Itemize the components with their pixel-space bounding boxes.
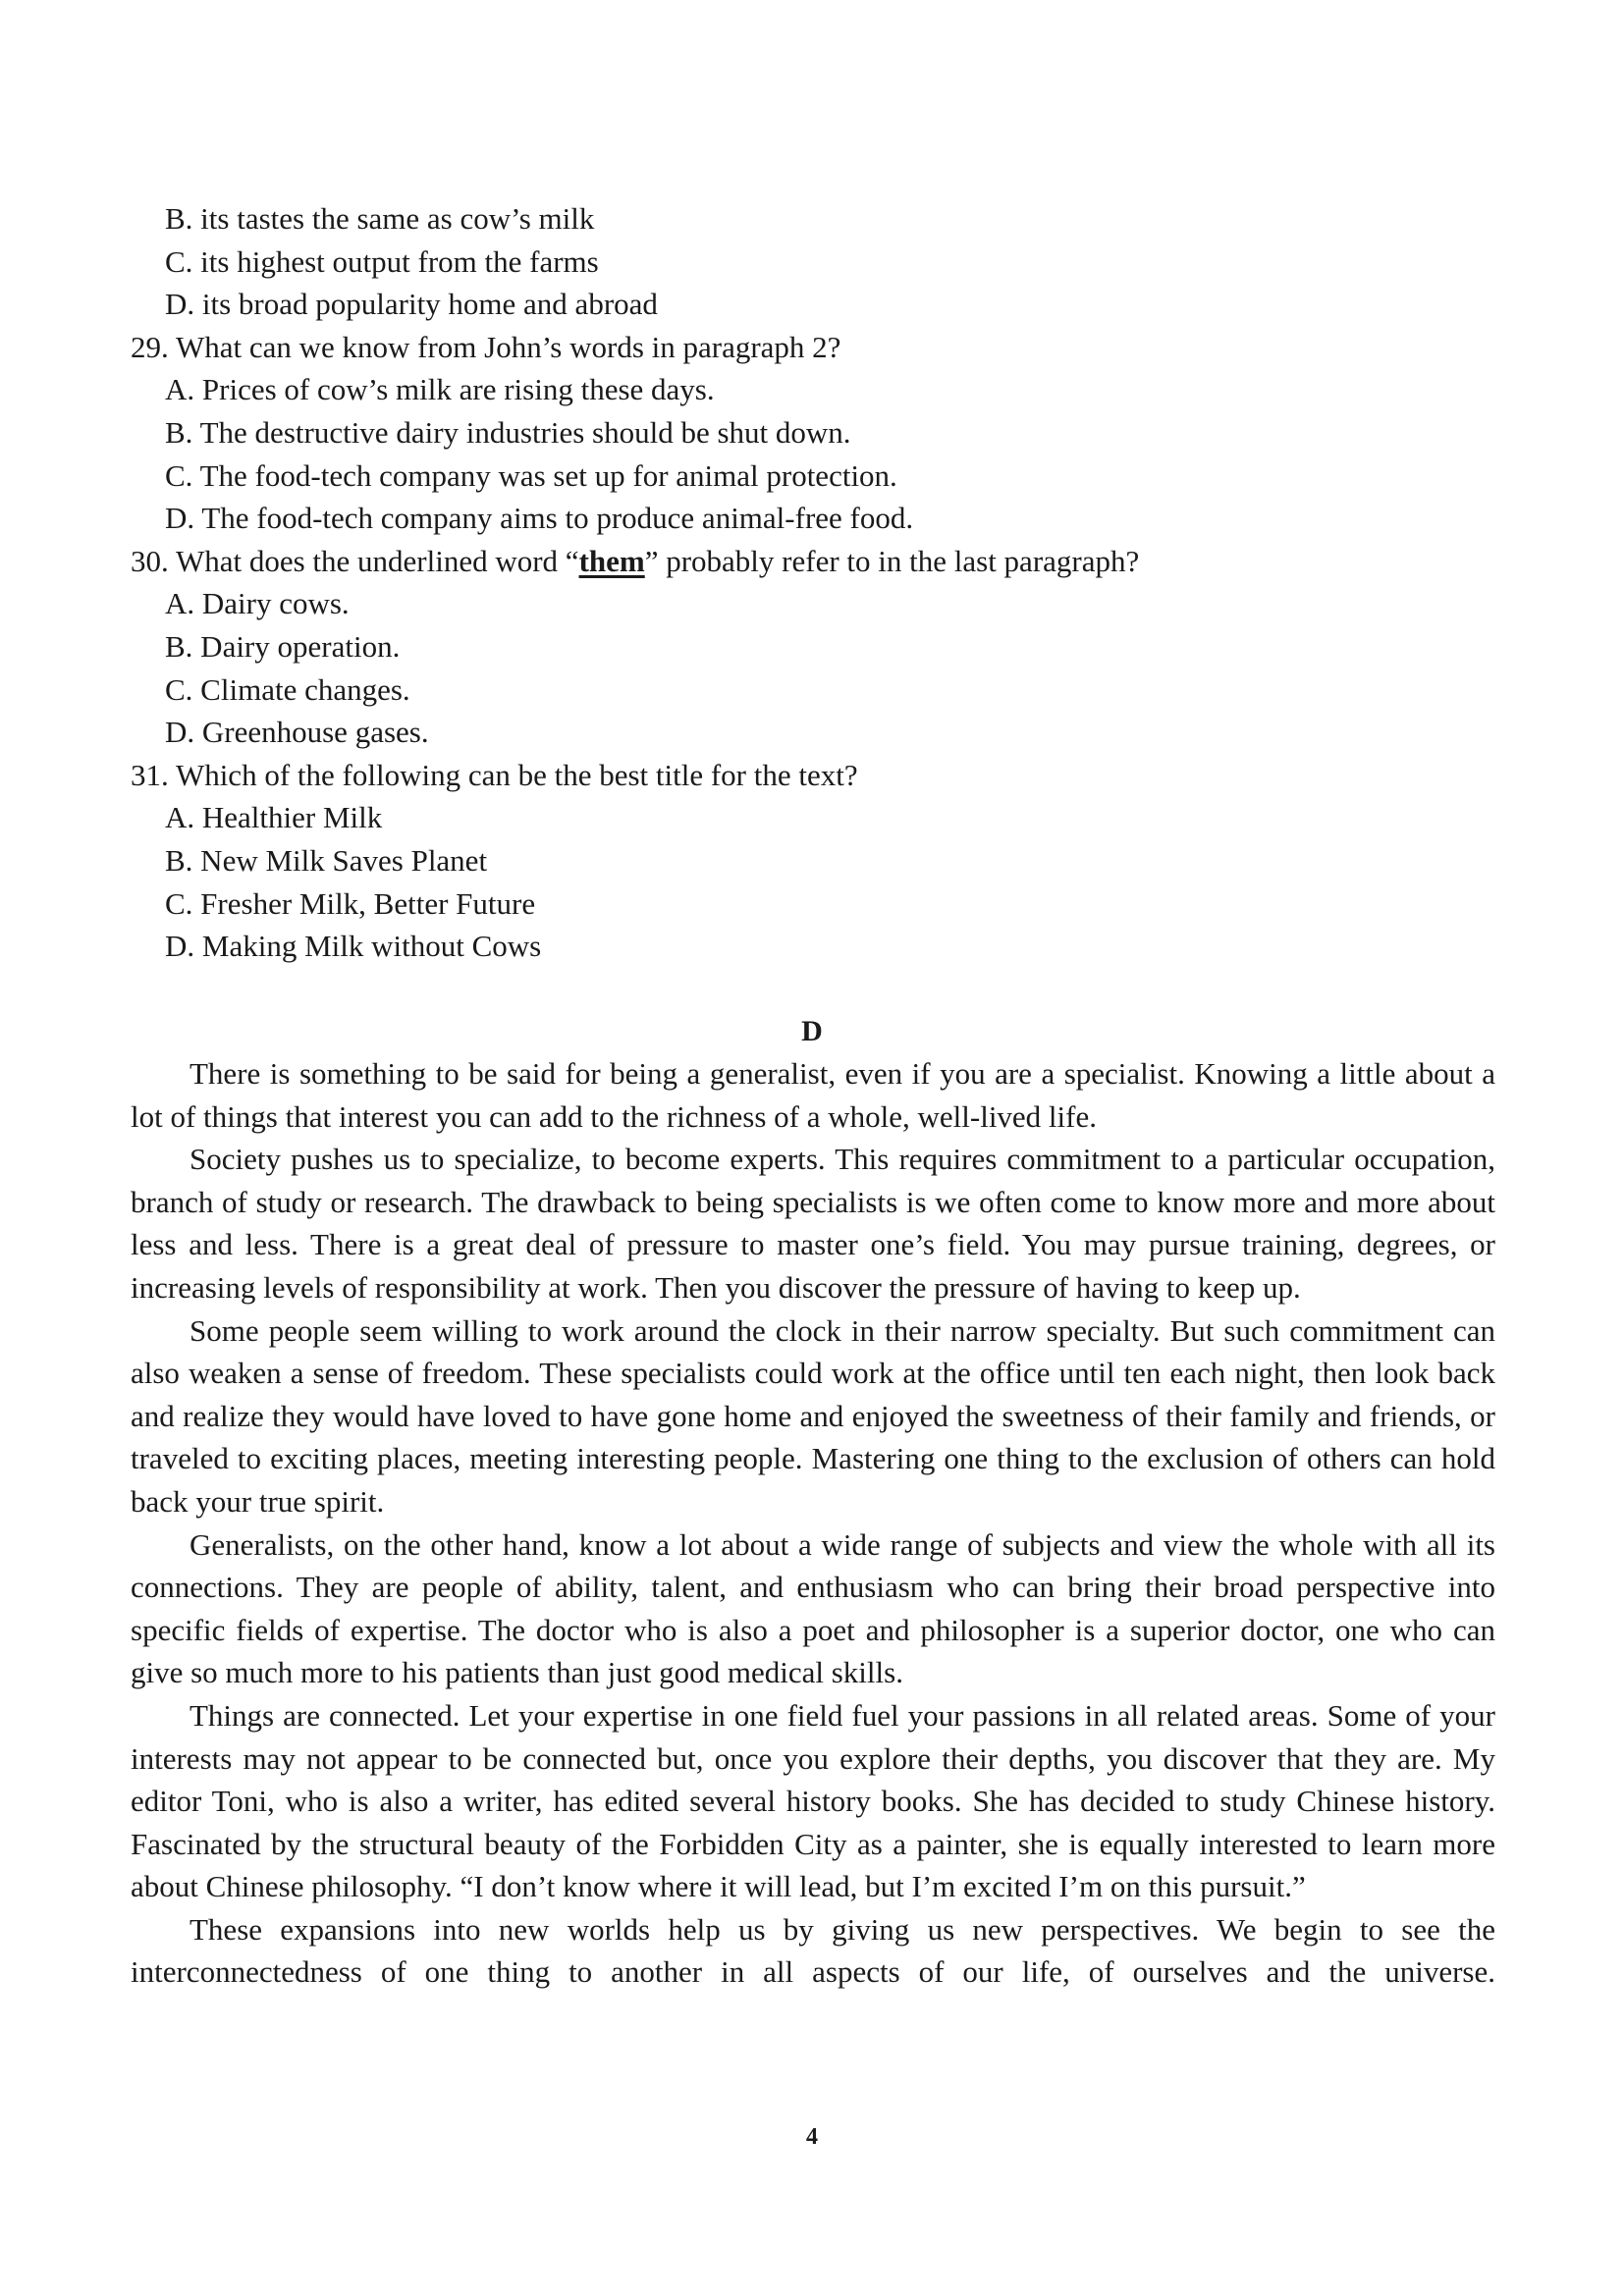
passage-paragraph-3: Some people seem willing to work around the clock in their narrow specialty. But such commitment can also weaken a sense of freedom. These specialists could work at the office until ten each night, then look back and realize they would have loved to have gone home and enjoyed the sweetness of their family and friends, or traveled to exciting places, meeting interesting people. Mastering one thing to the exclusion of others can hold back your true spirit.	[131, 1312, 1495, 1519]
q29-option-c: C. The food-tech company was set up for animal protection.	[165, 457, 897, 493]
q31-option-c: C. Fresher Milk, Better Future	[165, 885, 536, 921]
q30-option-b: B. Dairy operation.	[165, 628, 401, 664]
q30-stem	[131, 540, 1495, 583]
q31-option-b: B. New Milk Saves Planet	[165, 842, 488, 878]
passage-paragraph-1: There is something to be said for being a generalist, even if you are a specialist. Knowing a little about a lot of things that interest you can add to the richness of a whole, well-lived life.	[131, 1056, 1495, 1134]
q31-stem: 31. Which of the following can be the best title for the text?	[131, 757, 858, 792]
q31-option-a: A. Healthier Milk	[165, 800, 383, 835]
q28-option-d: D. its broad popularity home and abroad	[165, 287, 658, 322]
reading-passage	[131, 1052, 1495, 1994]
q29-option-b: B. The destructive dairy industries should be shut down.	[165, 414, 851, 450]
q30-stem-after: ” probably refer to in the last paragraph?	[644, 543, 1140, 578]
q29-stem: 29. What can we know from John’s words in paragraph 2?	[131, 329, 841, 364]
q28-option-b: B. its tastes the same as cow’s milk	[165, 201, 595, 236]
page-number: 4	[806, 2124, 818, 2150]
passage-paragraph-6: These expansions into new worlds help us by giving us new perspectives. We begin to see the interconnectedness of one thing to another in all aspects of our life, of ourselves and the universe.	[131, 1911, 1495, 1990]
q31-option-d: D. Making Milk without Cows	[165, 929, 542, 964]
passage-paragraph-2: Society pushes us to specialize, to become experts. This requires commitment to a particular occupation, branch of study or research. The drawback to being specialists is we often come to know more and more about less and less. There is a great deal of pressure to master one’s field. You may pursue training, degrees, or increasing levels of responsibility at work. Then you discover the pressure of having to keep up.	[131, 1142, 1495, 1305]
passage-paragraph-4: Generalists, on the other hand, know a lot about a wide range of subjects and view the whole with all its connections. They are people of ability, talent, and enthusiasm who can bring their broad perspective into specific fields of expertise. The doctor who is also a poet and philosopher is a superior doctor, one who can give so much more to his patients than just good medical skills.	[131, 1526, 1495, 1690]
q30-stem-before: 30. What does the underlined word “	[131, 543, 579, 578]
q30-option-d: D. Greenhouse gases.	[165, 715, 429, 750]
q28-option-c: C. its highest output from the farms	[165, 243, 599, 279]
section-title: D	[801, 1015, 823, 1047]
question-block	[131, 197, 1495, 968]
q30-underlined-word: them	[578, 543, 645, 578]
q29-option-a: A. Prices of cow’s milk are rising these days.	[165, 372, 715, 407]
q30-option-c: C. Climate changes.	[165, 671, 410, 707]
q30-option-a: A. Dairy cows.	[165, 586, 350, 621]
passage-paragraph-5: Things are connected. Let your expertise in one field fuel your passions in all related areas. Some of your interests may not appear to be connected but, once you explore their depths, you discover that they are. My editor Toni, who is also a writer, has edited several history books. She has decided to study Chinese history. Fascinated by the structural beauty of the Forbidden City as a painter, she is equally interested to learn more about Chinese philosophy. “I don’t know where it will lead, but I’m excited I’m on this pursuit.”	[131, 1697, 1495, 1904]
q29-option-d: D. The food-tech company aims to produce animal-free food.	[165, 501, 914, 536]
